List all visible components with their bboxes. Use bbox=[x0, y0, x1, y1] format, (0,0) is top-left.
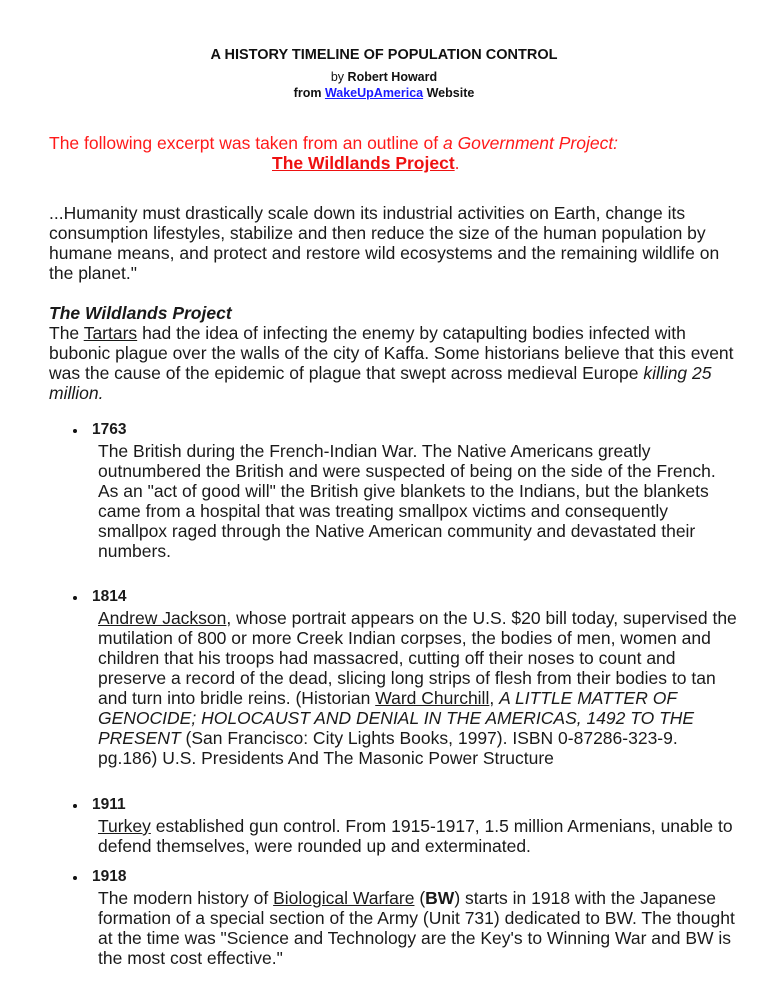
from-prefix: from bbox=[293, 86, 322, 100]
timeline-year: 1814 bbox=[92, 588, 127, 605]
andrew-jackson-link[interactable]: Andrew Jackson bbox=[98, 608, 227, 628]
timeline-year: 1911 bbox=[92, 796, 126, 813]
page-title: A HISTORY TIMELINE OF POPULATION CONTROL bbox=[210, 47, 558, 63]
comma: , bbox=[489, 688, 495, 708]
section-text: had the idea of infecting the enemy by catapulting bodies infected with bubonic plague over the walls of the city of Kaffa. Some historians believe that this event was the cause of the epidemic of plague that swept across medieval Europe bbox=[49, 323, 734, 383]
section-heading: The Wildlands Project bbox=[49, 303, 232, 323]
bullet-icon bbox=[73, 429, 77, 433]
source-suffix: Website bbox=[426, 86, 475, 100]
bullet-icon bbox=[73, 804, 77, 808]
bullet-icon bbox=[73, 596, 77, 600]
timeline-text bbox=[98, 816, 738, 856]
intro-line2 bbox=[49, 153, 739, 173]
excerpt-quote: ...Humanity must drastically scale down its industrial activities on Earth, change its consumption lifestyles, stabilize and then reduce the size of the human population by humane means, and protect and restore wild ecosystems and the remaining wildlife on the planet." bbox=[49, 203, 720, 283]
intro-note bbox=[49, 133, 739, 173]
author-line bbox=[0, 69, 768, 85]
by-prefix: by bbox=[330, 70, 345, 84]
ward-churchill-link[interactable]: Ward Churchill bbox=[375, 688, 490, 708]
timeline-pre: The modern history of bbox=[98, 888, 269, 908]
section-italic-end: killing 25 million. bbox=[49, 363, 712, 403]
author-name: Robert Howard bbox=[347, 70, 438, 84]
intro-italic: a Government Project: bbox=[442, 133, 619, 153]
intro-text: The following excerpt was taken from an outline of bbox=[49, 133, 439, 153]
bullet-icon bbox=[73, 876, 77, 880]
section-pre: The bbox=[49, 323, 80, 343]
timeline-text bbox=[98, 608, 738, 768]
timeline-text-body: established gun control. From 1915-1917, 1.5 million Armenians, unable to defend themselves, were rounded up and exterminated. bbox=[98, 816, 733, 856]
byline bbox=[0, 69, 768, 101]
timeline-text: The British during the French-Indian War. The Native Americans greatly outnumbered the British and were suspected of being on the side of the French. As an "act of good will" the British give blankets to the Indians, but the blankets came from a hospital that was treating smallpox victims and consequently smallpox raged through the Native American community and devastated their numbers. bbox=[98, 441, 716, 561]
intro-period: . bbox=[454, 153, 460, 173]
timeline-text-2: (San Francisco: City Lights Books, 1997). ISBN 0-87286-323-9. pg.186) U.S. Presidents And The Masonic Power Structure bbox=[98, 728, 678, 768]
timeline-year: 1763 bbox=[92, 421, 127, 438]
section-body bbox=[49, 323, 739, 403]
source-link[interactable]: WakeUpAmerica bbox=[324, 86, 424, 100]
turkey-link[interactable]: Turkey bbox=[98, 816, 151, 836]
bw-abbrev: BW bbox=[425, 888, 455, 908]
timeline-text bbox=[98, 888, 738, 968]
tartars-link[interactable]: Tartars bbox=[83, 323, 138, 343]
wildlands-section bbox=[49, 303, 739, 403]
wildlands-project-link[interactable]: The Wildlands Project bbox=[272, 153, 455, 173]
timeline-text-body: ) starts in 1918 with the Japanese formation of a special section of the Army (Unit 731) dedicated to BW. The thought at the time was "Science and Technology are the Key's to Winning War and BW is the most cost effective." bbox=[98, 888, 735, 968]
source-line bbox=[0, 85, 768, 101]
timeline-year: 1918 bbox=[92, 868, 127, 885]
book-title: A LITTLE MATTER OF GENOCIDE; HOLOCAUST AND DENIAL IN THE AMERICAS, 1492 TO THE PRESENT bbox=[98, 688, 695, 748]
timeline-text-1: , whose portrait appears on the U.S. $20 bill today, supervised the mutilation of 800 or more Creek Indian corpses, the bodies of men, women and children that his troops had massacred, cutting off their noses to count and preserve a record of the dead, slicing long strips of flesh from their bodies to tan and turn into bridle reins. (Historian bbox=[98, 608, 737, 708]
biological-warfare-link[interactable]: Biological Warfare bbox=[273, 888, 415, 908]
open-paren: ( bbox=[419, 888, 426, 908]
